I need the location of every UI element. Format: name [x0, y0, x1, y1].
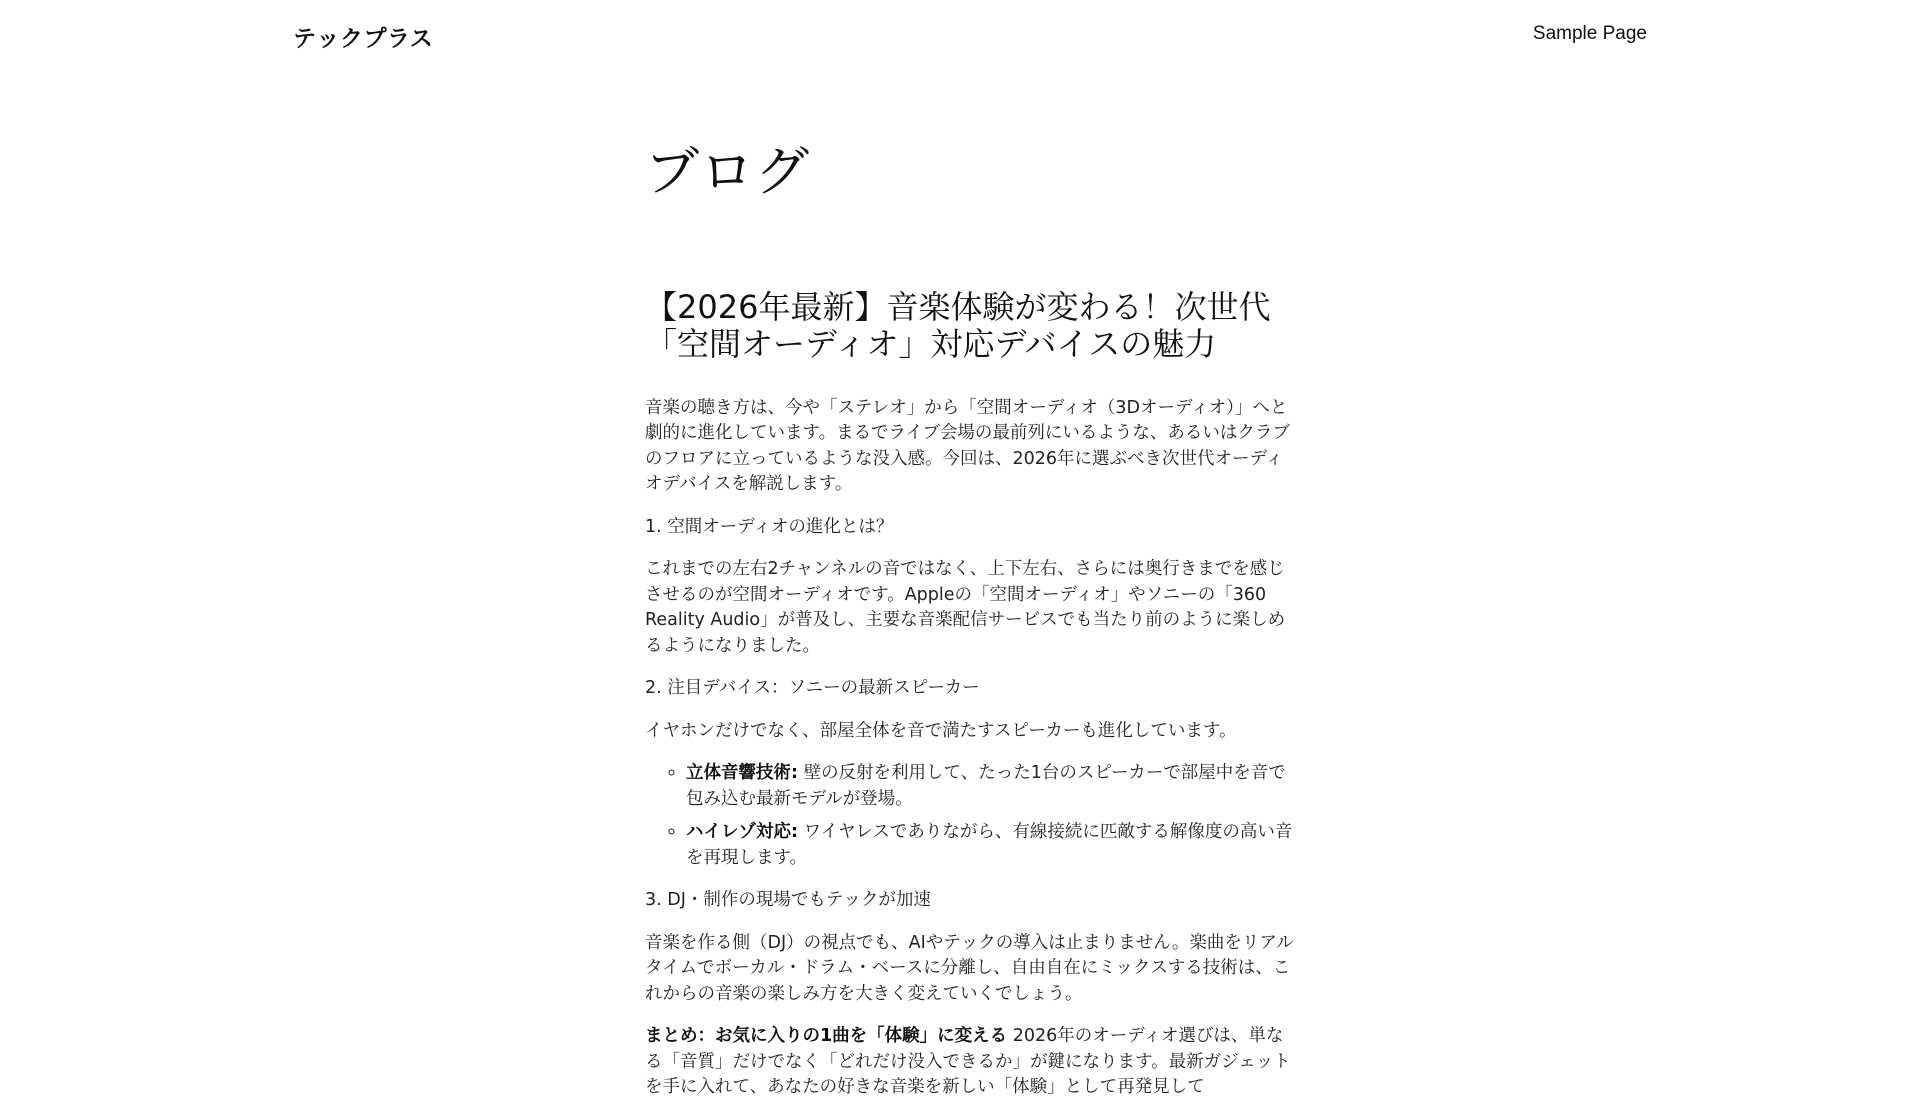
summary-paragraph [645, 1024, 1295, 1101]
blog-post [645, 289, 1295, 1101]
post-intro-paragraph: 音楽の聴き方は、今や「ステレオ」から「空間オーディオ（3Dオーディオ）」へと劇的に進化しています。まるでライブ会場の最前列にいるような、あるいはクラブのフロアに立っているような没入感。今回は、2026年に選ぶべき次世代オーディオデバイスを解説します。 [645, 397, 1290, 495]
site-title-link[interactable]: テックプラス [293, 26, 434, 52]
post-title: 【2026年最新】音楽体験が変わる！次世代「空間オーディオ」対応デバイスの魅力 [645, 287, 1271, 363]
post-body [645, 396, 1295, 1101]
section-paragraph-1: これまでの左右2チャンネルの音ではなく、上下左右、さらには奥行きまでを感じさせるのが空間オーディオです。Appleの「空間オーディオ」やソニーの「360 Reality Audio」が普及し、主要な音楽配信サービスでも当たり前のように楽しめるようになりました。 [645, 559, 1286, 656]
feature-list-item [686, 761, 1295, 812]
section-heading-1: 1. 空間オーディオの進化とは？ [645, 516, 894, 537]
summary-label: まとめ：お気に入りの1曲を「体験」に変える [645, 1026, 1008, 1047]
summary-text: 2026年のオーディオ選びは、単なる「音質」だけでなく「どれだけ没入できるか」が鍵になります。最新ガジェットを手に入れて、あなたの好きな音楽を新しい「体験」として再発見して [645, 1026, 1291, 1098]
feature-label: ハイレゾ対応: [686, 822, 798, 843]
feature-list-item [686, 820, 1295, 871]
feature-text: 壁の反射を利用して、たった1台のスピーカーで部屋中を音で包み込む最新モデルが登場。 [686, 763, 1286, 809]
feature-text: ワイヤレスでありながら、有線接続に匹敵する解像度の高い音を再現します。 [686, 822, 1293, 868]
nav-link-sample-page[interactable]: Sample Page [1532, 23, 1647, 44]
feature-list [645, 761, 1295, 871]
section-paragraph-3: 音楽を作る側（DJ）の視点でも、AIやテックの導入は止まりません。楽曲をリアルタイムでボーカル・ドラム・ベースに分離し、自由自在にミックスする技術は、これからの音楽の楽しみ方を大きく変えていくでしょう。 [645, 932, 1294, 1004]
nav-item-sample-page [1533, 23, 1647, 45]
section-heading-3: 3. DJ・制作の現場でもテックが加速 [645, 890, 931, 911]
page-title: ブログ [645, 140, 810, 203]
section-heading-2: 2. 注目デバイス：ソニーの最新スピーカー [645, 678, 980, 699]
feature-label: 立体音響技術: [686, 763, 798, 784]
section-paragraph-2: イヤホンだけでなく、部屋全体を音で満たすスピーカーも進化しています。 [645, 720, 1237, 741]
primary-navigation [1533, 23, 1647, 45]
main-content [645, 140, 1295, 1118]
site-header [0, 0, 1920, 72]
